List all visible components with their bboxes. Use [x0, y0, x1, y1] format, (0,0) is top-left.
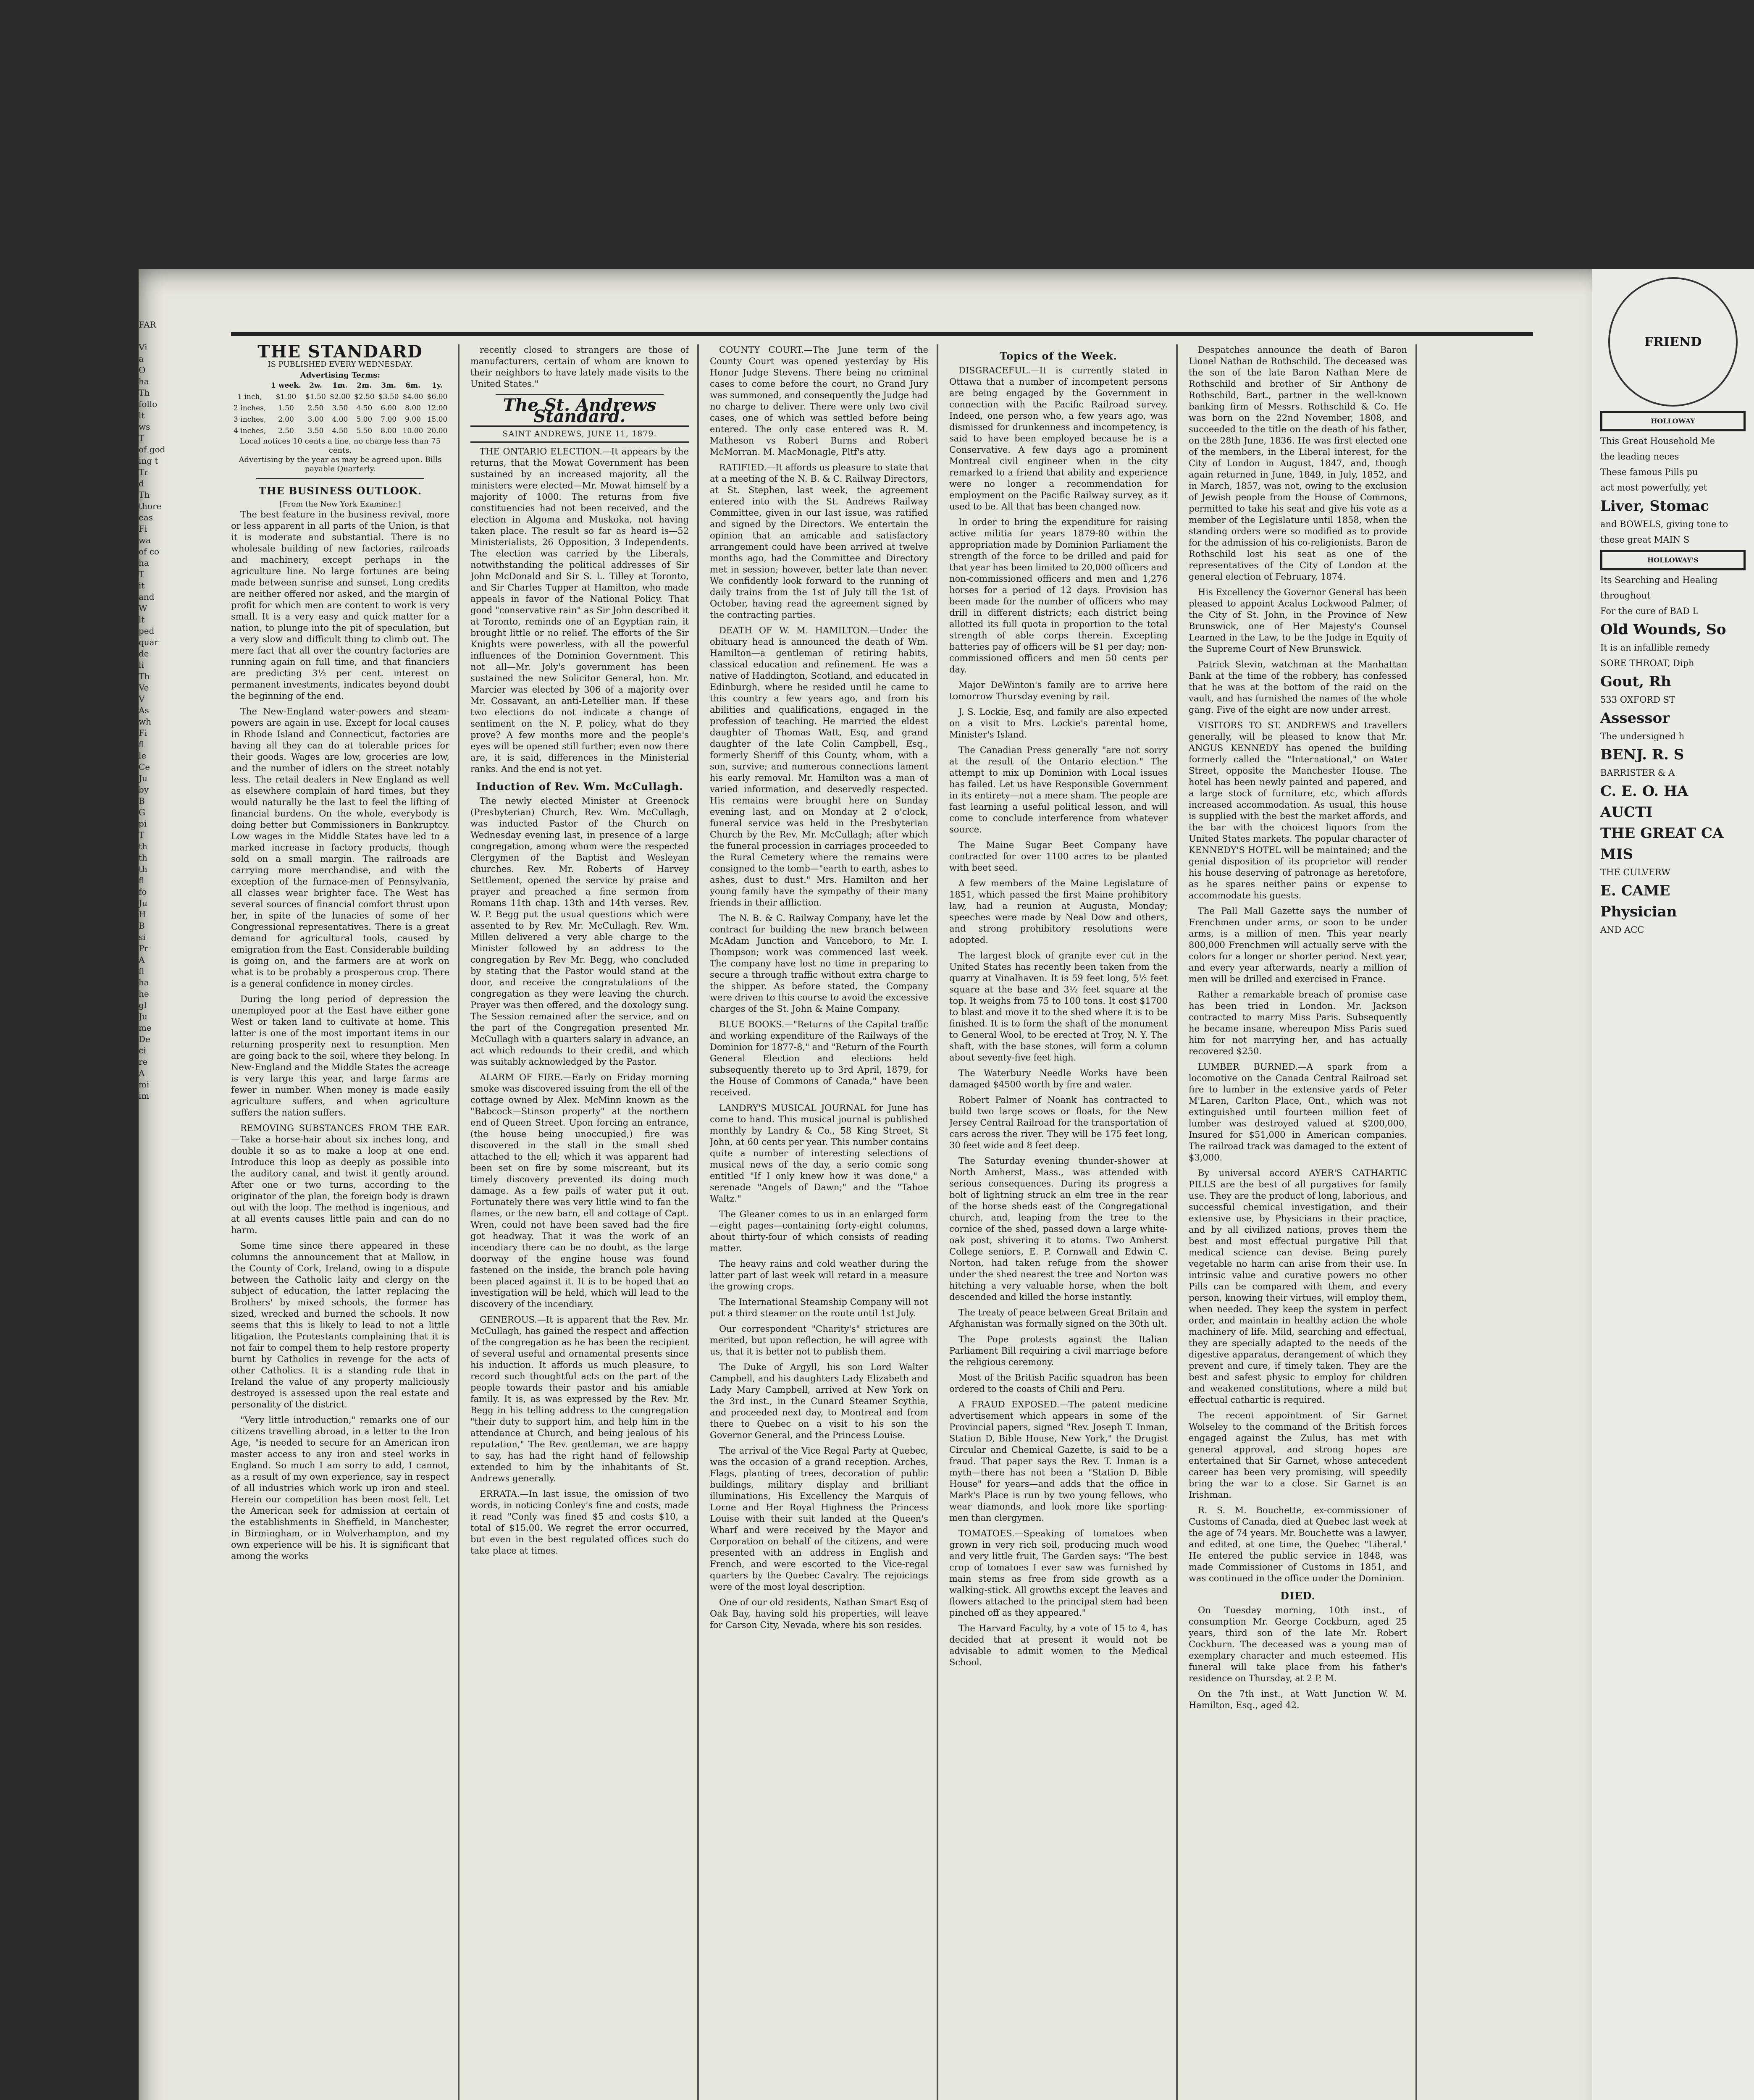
died-heading: DIED.	[1280, 1590, 1316, 1602]
ad-heading: AUCTI	[1600, 804, 1653, 821]
paragraph: The Duke of Argyll, his son Lord Walter Campbell, and his daughters Lady Elizabeth and Lady Mary Campbell, arrived at New York on the 3rd inst., in the Cunard Steamer Scythia, and proceeded next day, to Montreal and from there to Quebec on a visit to his son the Governor General, and the Princess Louise.	[710, 1362, 928, 1440]
rates-cell: $3.50	[378, 393, 399, 401]
paragraph: BLUE BOOKS.—"Returns of the Capital traffic and working expenditure of the Railways of the Dominion for 1877-8," and "Return of the Fourth General Election and elections held subsequently thereto up to 3rd April, 1879, for the House of Commons of Canada," have been received.	[710, 1019, 928, 1097]
rates-cell: 1.50	[278, 404, 294, 412]
fragment-line: G	[139, 807, 145, 817]
rates-cell: 8.00	[381, 427, 397, 435]
paragraph: During the long period of depression the unemployed poor at the East have either gone West or taken land to cultivate at home. This latter is one of the most important items in our returning prosperity next to resumption. Men are going back to the soil, where they belong. In New-England and the Middle States the acreage is very large this year, and large farms are fewer in number. When money is made easily agriculture suffers, and when agriculture suffers the nation suffers.	[231, 994, 449, 1118]
ad-line: these great MAIN S	[1600, 535, 1690, 545]
ad-heading: Physician	[1600, 903, 1677, 920]
paragraph: Rather a remarkable breach of promise case has been tried in London. Mr. Jackson contracted to marry Miss Paris. Subsequently he became insane, whereupon Miss Paris sued him for not marrying her, and has actually recovered $250.	[1189, 990, 1407, 1056]
paragraph: One of our old residents, Nathan Smart Esq of Oak Bay, having sold his properties, will leave for Carson City, Nevada, where his son resides.	[710, 1597, 928, 1630]
fragment-line: Ve	[139, 682, 149, 693]
paragraph: "Very little introduction," remarks one of our citizens travelling abroad, in a letter to the Iron Age, "is needed to secure for an American iron master access to any iron and steel works in England. So much I am sorry to add, I cannot, as a result of my own experience, say in respect of all industries which work up iron and steel. Herein our competition has been most felt. Let the American seek for admission at certain of the establishments in Sheffield, in Manchester, in Birmingham, or in Wolverhampton, and my own experience will be his. It is significant that among the works	[231, 1415, 449, 1561]
paragraph: The treaty of peace between Great Britain and Afghanistan was formally signed on the 30th ult.	[949, 1307, 1168, 1329]
paragraph: The arrival of the Vice Regal Party at Quebec, was the occasion of a grand reception. Arches, Flags, planting of trees, decoration of public buildings, military display and brilliant illuminations, His Excellency the Marquis of Lorne and Her Royal Highness the Princess Louise with their suit landed at the Queen's Wharf and were received by the Mayor and Corporation on behalf of the citizens, and were presented with an address in English and French, and were escorted to the Vice-regal quarters by the Quebec Cavalry. The rejoicings were of the most loyal description.	[710, 1446, 928, 1592]
rates-cell: 8.00	[405, 404, 421, 412]
paragraph: His Excellency the Governor General has been pleased to appoint Acalus Lockwood Palmer, of the City of St. John, in the Province of New Brunswick, one of Her Majesty's Counsel Learned in the Law, to be the Judge in Equity of the Supreme Court of New Brunswick.	[1189, 587, 1407, 654]
paragraph: On Tuesday morning, 10th inst., of consumption Mr. George Cockburn, aged 25 years, third son of the late Mr. Robert Cockburn. The deceased was a young man of exemplary character and much esteemed. His funeral will take place from his father's residence on Thursday, at 2 P. M.	[1189, 1605, 1407, 1683]
rates-cell: $1.50	[305, 393, 326, 401]
fragment-line: ws	[139, 422, 150, 432]
ad-heading: MIS	[1600, 846, 1633, 863]
fragment-line: Th	[139, 671, 150, 681]
rates-cell: 4 inches,	[234, 427, 266, 435]
rates-cell: 1 inch,	[237, 393, 262, 401]
paragraph: The heavy rains and cold weather during the latter part of last week will retard in a measure the growing crops.	[710, 1259, 928, 1292]
fragment-line: Fi	[139, 524, 147, 534]
fragment-line	[139, 331, 214, 342]
ad-line: and BOWELS, giving tone to	[1600, 519, 1728, 529]
paragraph: The newly elected Minister at Greenock (Presbyterian) Church, Rev. Wm. McCullagh, was inducted Pastor of the Church on Wednesday evening last, in presence of a large congregation, among whom were the respected Clergymen of the Baptist and Wesleyan churches. Rev. Mr. Roberts of Harvey Settlement, opened the service by praise and prayer and preached a fine sermon from Romans 11th chap. 13th and 14th verses. Rev. W. P. Begg put the usual questions which were assented to by Rev. Mr. McCullagh. Rev. Wm. Millen delivered a very able charge to the Minister followed by an address to the congregation by Rev Mr. Begg, who concluded by stating that the Pastor would stand at the door, and receive the congratulations of the congregation as they were leaving the church. Prayer was then offered, and the doxology sung. The Session remained after the service, and on the part of the Congregation presented Mr. McCullagh with a quarters salary in advance, an act which redounds to their credit, and which was suitably acknowledged by the Pastor.	[470, 796, 689, 1067]
fragment-line: B	[139, 921, 145, 931]
fragment-line: lt	[139, 614, 145, 625]
ad-heading: Liver, Stomac	[1600, 498, 1709, 514]
column-rule	[697, 344, 699, 2100]
column-2	[470, 344, 689, 2100]
publication-line: IS PUBLISHED EVERY WEDNESDAY.	[268, 360, 413, 369]
ad-line: the leading neces	[1600, 452, 1679, 462]
ad-line: throughout	[1600, 591, 1651, 601]
fragment-line: Vi	[139, 342, 147, 352]
fragment-line: As	[139, 705, 149, 715]
paragraph: recently closed to strangers are those of manufacturers, certain of whom are known to their neighbors to have lately made visits to the United States."	[470, 345, 689, 389]
ad-line: It is an infallible remedy	[1600, 643, 1710, 653]
article-source: [From the New York Examiner.]	[279, 500, 401, 509]
column-5	[1189, 344, 1407, 2100]
rates-cell: 10.00	[402, 427, 423, 435]
article-title-induction: Induction of Rev. Wm. McCullagh.	[476, 780, 683, 793]
fragment-line: Ce	[139, 762, 150, 772]
fragment-line: wa	[139, 535, 151, 545]
fragment-line: A	[139, 1068, 145, 1078]
fragment-line: follo	[139, 399, 158, 409]
paragraph: The Pall Mall Gazette says the number of Frenchmen under arms, or soon to be under arms, is a million of men. This year nearly 800,000 Frenchmen will actually serve with the colors for a longer or shorter period. Next year, and every year afterwards, nearly a million of men will be drilled and exercised in France.	[1189, 906, 1407, 984]
rates-cell: 20.00	[427, 427, 448, 435]
fragment-line: th	[139, 853, 147, 863]
rates-cell: 3.50	[332, 404, 348, 412]
paragraph: R. S. M. Bouchette, ex-commissioner of Customs of Canada, died at Quebec last week at the age of 74 years. Mr. Bouchette was a lawyer, and edited, at one time, the Quebec "Liberal." He entered the public service in 1848, was made Commissioner of Customs in 1851, and was continued in the office under the Dominion.	[1189, 1505, 1407, 1583]
ad-line: 533 OXFORD ST	[1600, 695, 1675, 705]
ad-crest-icon	[1608, 277, 1738, 407]
column-4	[949, 344, 1168, 2100]
fragment-line: Ju	[139, 898, 147, 908]
rates-col-header: 1m.	[332, 381, 348, 390]
fragment-line: V	[139, 694, 145, 704]
rates-cell: 5.50	[356, 427, 373, 435]
rates-heading: Advertising Terms:	[300, 371, 381, 380]
ad-line: This Great Household Me	[1600, 436, 1715, 446]
fragment-line: ped	[139, 626, 155, 636]
paragraph: Our correspondent "Charity's" strictures are merited, but upon reflection, he will agree with us, that it is better not to publish them.	[710, 1324, 928, 1357]
fragment-line: li	[139, 660, 144, 670]
rates-col-header: 3m.	[381, 381, 396, 390]
rates-cell: $4.00	[402, 393, 423, 401]
rates-cell: 6.00	[381, 404, 397, 412]
advertising-rates-table	[231, 380, 449, 437]
ad-line: AND ACC	[1600, 925, 1644, 935]
column-3	[710, 344, 928, 2100]
fragment-line: ha	[139, 376, 149, 386]
ad-line: Its Searching and Healing	[1600, 575, 1718, 585]
rates-cell: $6.00	[427, 393, 448, 401]
fragment-line: pi	[139, 819, 147, 829]
rates-cell: $1.00	[276, 393, 297, 401]
paragraph: Some time since there appeared in these columns the announcement that at Mallow, in the County of Cork, Ireland, owing to a dispute between the Catholic laity and clergy on the subject of education, the latter replacing the Brothers' by mixed schools, the former has sized, wrecked and burned the schools. It now seems that this is likely to lead to not a little litigation, the Protestants complaining that it is not fair to compel them to help restore property burnt by Catholics in revenge for the acts of other Catholics. It is a standing rule that in Ireland the value of any property maliciously destroyed is assessed upon the real estate and personality of the district.	[231, 1241, 449, 1410]
ad-line: These famous Pills pu	[1600, 467, 1698, 477]
paragraph: The New-England water-powers and steam-powers are again in use. Except for local causes in Rhode Island and Connecticut, factories are having all they can do at tolerable prices for their goods. Wages are low, groceries are low, and the number of idlers on the street notably less. The retail dealers in New England as well as elsewhere complain of hard times, but they would naturally be the last to feel the lifting of financial burdens. On the whole, everybody is doing better but Commissioners in Bankruptcy. Low wages in the Middle States have led to a marked increase in factory products, though sold on a small margin. The railroads are carrying more merchandise, and with the exception of the furnace-men of Pennsylvania, all classes wear brighter face. The West has several sources of financial comfort thrust upon her, in spite of the lunacies of some of her Congressional representatives. There is a great demand for agricultural tools, caused by emigration from the East. Considerable building is going on, and the farmers are at work on what is to be probably a prosperous crop. There is a general confidence in money circles.	[231, 706, 449, 989]
ad-line: BARRISTER & A	[1600, 768, 1675, 778]
fragment-line: Ju	[139, 1011, 147, 1021]
ad-box-holloway: HOLLOWAY	[1600, 411, 1746, 431]
ad-line: For the cure of BAD L	[1600, 606, 1699, 616]
fragment-line: d	[139, 478, 144, 488]
paragraph: A FRAUD EXPOSED.—The patent medicine advertisement which appears in some of the Provincial papers, signed "Rev. Joseph T. Inman, Station D, Bible House, New York," the Drugist Circular and Chemical Gazette, is said to be a fraud. That paper says the Rev. T. Inman is a myth—there has not been a "Station D. Bible House" for years—and adds that the office in Mark's Place is run by two young fellows, who wear diamonds, and look more like sporting-men than clergymen.	[949, 1399, 1168, 1523]
fragment-line: fl	[139, 966, 144, 976]
ad-line: SORE THROAT, Diph	[1600, 658, 1694, 668]
fragment-line: fl	[139, 875, 144, 885]
ad-heading: Gout, Rh	[1600, 673, 1671, 690]
rates-col-header: 1 week.	[271, 381, 301, 390]
dateline: SAINT ANDREWS, JUNE 11, 1879.	[470, 425, 689, 443]
rates-cell: 2 inches,	[234, 404, 266, 412]
paragraph: The Saturday evening thunder-shower at North Amherst, Mass., was attended with serious consequences. During its progress a bolt of lightning struck an elm tree in the rear of the horse sheds east of the Congregational church, and, leaping from the tree to the cornice of the shed, passed down a large white-oak post, shivering it to atoms. Two Amherst College seniors, E. P. Cornwall and Edwin C. Norton, had taken refuge from the shower under the shed nearest the tree and Norton was hitching a very valuable horse, when the bolt descended and killed the horse instantly.	[949, 1156, 1168, 1302]
rates-cell: 3 inches,	[234, 415, 266, 424]
rates-cell: 2.50	[307, 404, 324, 412]
rates-cell: $2.00	[330, 393, 350, 401]
left-page-fragment	[139, 319, 214, 2100]
rates-col-header: 6m.	[405, 381, 420, 390]
ad-heading: THE GREAT CA	[1600, 825, 1724, 842]
fragment-line: and	[139, 592, 155, 602]
paragraph: REMOVING SUBSTANCES FROM THE EAR.—Take a horse-hair about six inches long, and double it so as to make a loop at one end. Introduce this loop as deeply as possible into the auditory canal, and twist it gently around. After one or two turns, according to the originator of the plan, the foreign body is drawn out with the loop. The method is ingenious, and at all events causes little pain and can do no harm.	[231, 1123, 449, 1235]
paragraph: The Gleaner comes to us in an enlarged form—eight pages—containing forty-eight columns, about thirty-four of which consists of reading matter.	[710, 1209, 928, 1253]
crest-text: FRIEND	[1644, 334, 1702, 349]
paragraph: TOMATOES.—Speaking of tomatoes when grown in very rich soil, producing much wood and very little fruit, The Garden says: "The best crop of tomatoes I ever saw was furnished by main stems as free from side growth as a walking-stick. All growths except the leaves and flowers attached to the principal stem had been pinched off as they appeared."	[949, 1528, 1168, 1618]
fragment-line: fl	[139, 739, 144, 749]
rates-cell: 4.50	[356, 404, 373, 412]
fragment-line: of god	[139, 444, 165, 454]
paragraph: THE ONTARIO ELECTION.—It appears by the returns, that the Mowat Government has been sustained by an increased majority, all the ministers were elected—Mr. Mowat himself by a majority of 1000. The returns from five constituencies had not been received, and the election in Algoma and Muskoka, not having taken place. The result so far as heard is—52 Ministerialists, 26 Opposition, 3 Independents. The election was carried by the Liberals, notwithstanding the political addresses of Sir John McDonald and Sir S. L. Tilley at Toronto, and Sir Charles Tupper at Hamilton, who made appeals in favor of the National Policy. That good "conservative rain" as Sir John described it at Toronto, reminds one of an Egyptian rain, it brought little or no relief. The efforts of the Sir Knights were powerless, with all the powerful influences of the Dominion Government. This not all—Mr. Joly's government has been sustained the new Solicitor General, hon. Mr. Marcier was elected by 306 of a majority over Mr. Cossavant, an anti-Letellier man. If these two elections do not indicate a change of sentiment on the N. P. policy, what do they prove? A few months more and the people's eyes will be opened still further; even now there are, it is said, differences in the Ministerial ranks. And the end is not yet.	[470, 446, 689, 774]
paragraph: GENEROUS.—It is apparent that the Rev. Mr. McCullagh, has gained the respect and affection of the congregation as he has been the recipient of several useful and ornamental presents since his induction. It affords us much pleasure, to record such thoughtful acts on the part of the people towards their pastor and his amiable family. It is, as was expressed by the Rev. Mr. Begg in his telling address to the congregation "their duty to support him, and help him in the attendance at Church, and being jealous of his reputation," The Rev. gentleman, we are happy to say, has had the right hand of fellowship extended to him by the inhabitants of St. Andrews generally.	[470, 1315, 689, 1483]
fragment-line: Th	[139, 388, 150, 398]
paragraph: ERRATA.—In last issue, the omission of two words, in noticing Conley's fine and costs, made it read "Conly was fined $5 and costs $10, a total of $15.00. We regret the error occurred, but even in the best regulated offices such do take place at times.	[470, 1489, 689, 1556]
ad-heading: C. E. O. HA	[1600, 783, 1688, 800]
paragraph: VISITORS TO ST. ANDREWS and travellers generally, will be pleased to know that Mr. ANGUS KENNEDY has opened the building formerly called the "International," on Water Street, opposite the Manchester House. The hotel has been newly painted and papered, and a large stock of furniture, etc, which affords increased accommodation. As usual, this house is supplied with the best the market affords, and the bar with the choicest liquors from the United States markets. The popular character of KENNEDY'S HOTEL will be maintained; and the genial disposition of its proprietor will render his house deserving of patronage as heretofore, as he spares neither pains or expense to accommodate his guests.	[1189, 720, 1407, 900]
fragment-line: me	[139, 1023, 152, 1033]
column-rule	[937, 344, 938, 2100]
fragment-line: T	[139, 830, 144, 840]
fragment-line: by	[139, 785, 149, 795]
fragment-line: mi	[139, 1079, 150, 1089]
fragment-line: fo	[139, 887, 147, 897]
ad-line: act most powerfully, yet	[1600, 483, 1707, 493]
fragment-line: O	[139, 365, 146, 375]
rates-col-blank	[231, 380, 268, 391]
paragraph: The International Steamship Company will not put a third steamer on the route until 1st July.	[710, 1297, 928, 1318]
column-rule	[1415, 344, 1417, 2100]
fragment-line: H	[139, 909, 146, 919]
paragraph: COUNTY COURT.—The June term of the County Court was opened yesterday by His Honor Judge Stevens. There being no criminal cases to come before the court, no Grand Jury was summoned, and consequently the Judge had no charge to deliver. There were only two civil cases, one of which was settled before being entered. The only case entered was R. M. Matheson vs Robert Burns and Robert McMorran. M. MacMonagle, Pltf's atty.	[710, 345, 928, 457]
paragraph: By universal accord AYER'S CATHARTIC PILLS are the best of all purgatives for family use. They are the product of long, laborious, and successful chemical investigation, and their extensive use, by Physicians in their practice, and by all civilized nations, proves them the best and most effectual purgative Pill that medical science can devise. Being purely vegetable no harm can arise from their use. In intrinsic value and curative powers no other Pills can be compared with them, and every person, knowing their virtues, will employ them, when needed. They keep the system in perfect order, and maintain in healthy action the whole machinery of life. Mild, searching and effectual, they are specially adapted to the needs of the digestive apparatus, derangement of which they prevent and cure, if timely taken. They are the best and safest physic to employ for children and weakened constitutions, where a mild but effectual cathartic is required.	[1189, 1168, 1407, 1405]
paragraph: Despatches announce the death of Baron Lionel Nathan de Rothschild. The deceased was the son of the late Baron Nathan Mere de Rothschild and brother of Sir Anthony de Rothschild, Bart., partner in the well-known banking firm of Messrs. Rothschild & Co. He was born on the 22nd November, 1808, and succeeded to the title on the death of his father, on the 28th June, 1836. He was first elected one of the members, in the Liberal interest, for the City of London in August, 1847, and, though again returned in June, 1849, in July, 1852, and in March, 1857, was not, owing to the exclusion of Jewish people from the House of Commons, permitted to take his seat and give his vote as a member of the Legislature until 1858, when the standing orders were so modified as to provide for the admission of his co-religionists. Baron de Rothschild lost his seat as one of the representatives of the City of London at the general election of February, 1874.	[1189, 345, 1407, 582]
masthead-st-andrews-standard: The St. Andrews Standard.	[503, 395, 656, 426]
fragment-line: FAR	[139, 320, 156, 330]
fragment-line: Fi	[139, 728, 147, 738]
paragraph: On the 7th inst., at Watt Junction W. M. Hamilton, Esq., aged 42.	[1189, 1689, 1407, 1710]
article-title-topics: Topics of the Week.	[1000, 350, 1117, 362]
rates-col-header: 2m.	[357, 381, 372, 390]
paragraph: LUMBER BURNED.—A spark from a locomotive on the Canada Central Railroad set fire to lumber in the extensive yards of Peter M'Laren, Carlton Place, Ont., which was not extinguished until fourteen million feet of lumber was destroyed valued at $200,000. Insured for $51,000 in American companies. The railroad track was damaged to the extent of $3,000.	[1189, 1062, 1407, 1163]
yearly-notice: Advertising by the year as may be agreed upon. Bills payable Quarterly.	[239, 455, 442, 473]
paragraph: In order to bring the expenditure for raising active militia for years 1879-80 within the appropriation made by Dominion Parliament the strength of the force to be drilled and paid for that year has been limited to 20,000 officers and non-commissioned officers and men and 1,276 horses for a period of 12 days. Provision has been made for the number of officers who may drill in different districts; each district being allotted its full quota in proportion to the total strength of able corps therein. Excepting batteries pay of officers will be $1 per day; non-commissioned officers and men 50 cents per day.	[949, 517, 1168, 675]
paragraph: The Pope protests against the Italian Parliament Bill requiring a civil marriage before the religious ceremony.	[949, 1334, 1168, 1367]
ad-heading: BENJ. R. S	[1600, 746, 1684, 763]
ad-heading: Assessor	[1600, 710, 1670, 727]
ad-heading: Old Wounds, So	[1600, 621, 1726, 638]
rates-cell: 2.00	[278, 415, 294, 424]
column-rule	[1176, 344, 1178, 2100]
paragraph: ALARM OF FIRE.—Early on Friday morning smoke was discovered issuing from the ell of the cottage owned by Alex. McMinn known as the "Babcock—Stinson property" at the northern end of Queen Street. Upon forcing an entrance, (the house being unoccupied,) fire was discovered in the stall in the small shed attached to the ell; which it was apparent had been set on fire by some miscreant, but its timely discovery prevented its doing much damage. As a few pails of water put it out. Fortunately there was very little wind to fan the flames, or the new barn, ell and cottage of Capt. Wren, could not have been saved had the fire got headway. That it was the work of an incendiary there can be no doubt, as the large doorway of the engine house was found fastened on the inside, the branch pole having been placed against it. It is to be hoped that an investigation will be held, which will lead to the discovery of the incendiary.	[470, 1072, 689, 1309]
rates-cell: $2.50	[354, 393, 375, 401]
fragment-line: lt	[139, 410, 145, 420]
paragraph: A few members of the Maine Legislature of 1851, which passed the first Maine prohibitory law, had a reunion at Augusta, Monday; speeches were made by Neal Dow and others, and strong prohibitory resolutions were adopted.	[949, 878, 1168, 945]
paragraph: Robert Palmer of Noank has contracted to build two large scows or floats, for the New Jersey Central Railroad for the transportation of cars across the river. They will be 175 feet long, 30 feet wide and 8 feet deep.	[949, 1095, 1168, 1150]
paragraph: The recent appointment of Sir Garnet Wolseley to the command of the British forces engaged against the Zulus, has met with general approval, and strong hopes are entertained that Sir Garnet, whose antecedent career has been very promising, will speedily bring the war to a close. Sir Garnet is an Irishman.	[1189, 1410, 1407, 1500]
fragment-line: ha	[139, 558, 149, 568]
fragment-line: le	[139, 751, 147, 761]
rates-cell: 4.50	[332, 427, 348, 435]
fragment-line: ci	[139, 1045, 146, 1055]
paragraph: The largest block of granite ever cut in the United States has recently been taken from the quarry at Vinalhaven. It is 59 feet long, 5½ feet square at the base and 3½ feet square at the top. It weighs from 75 to 100 tons. It cost $1700 to blast and move it to the shed where it is to be finished. It is to form the shaft of the monument to General Wool, to be erected at Troy, N. Y. The shaft, with the base stones, will form a column about seventy-five feet high.	[949, 950, 1168, 1063]
fragment-line: re	[139, 1057, 148, 1067]
fragment-line: T	[139, 569, 144, 579]
standard-title: THE STANDARD	[257, 344, 423, 362]
ad-heading: E. CAME	[1600, 882, 1670, 899]
ad-line: THE CULVERW	[1600, 867, 1670, 877]
fragment-line: it	[139, 580, 145, 591]
fragment-line: A	[139, 955, 145, 965]
rates-col-header: 2w.	[309, 381, 322, 390]
fragment-line: Pr	[139, 943, 149, 953]
fragment-line: im	[139, 1091, 150, 1101]
paragraph: DISGRACEFUL.—It is currently stated in Ottawa that a number of incompetent persons are being engaged by the Government in connection with the Pacific Railroad survey. Indeed, one person who, a few years ago, was dismissed for drunkenness and incompetency, is said to have been employed because he is a Conservative. A few days ago a prominent Montreal civil engineer when in the city remarked to a friend that ability and experience were no longer a recommendation for employment on the Pacific Railway survey, as it used to be. All that has been changed now.	[949, 365, 1168, 512]
ad-box-holloways: HOLLOWAY'S	[1600, 550, 1746, 570]
rates-row	[231, 414, 449, 425]
paragraph: Major DeWinton's family are to arrive here tomorrow Thursday evening by rail.	[949, 680, 1168, 701]
paragraph: The Maine Sugar Beet Company have contracted for over 1100 acres to be planted with beet seed.	[949, 840, 1168, 873]
rates-cell: 15.00	[427, 415, 448, 424]
right-page-fragment	[1592, 269, 1754, 2100]
rates-cell: 4.00	[332, 415, 348, 424]
rates-row	[231, 391, 449, 403]
rates-cell: 3.00	[307, 415, 324, 424]
fragment-line: B	[139, 796, 145, 806]
fragment-line: quar	[139, 637, 159, 647]
paragraph: The N. B. & C. Railway Company, have let the contract for building the new branch between McAdam Junction and Vanceboro, to Mr. I. Thompson; work was commenced last week. The company have lost no time in preparing to secure a through traffic without extra charge to the shipper. As before stated, the Company were driven to this course to avoid the excessive charges of the St. John & Maine Company.	[710, 913, 928, 1014]
paragraph: Most of the British Pacific squadron has been ordered to the coasts of Chili and Peru.	[949, 1373, 1168, 1394]
local-notice: Local notices 10 cents a line, no charge less than 75 cents.	[239, 437, 441, 455]
rates-cell: 5.00	[356, 415, 373, 424]
rates-row	[231, 425, 449, 437]
paragraph: Patrick Slevin, watchman at the Manhattan Bank at the time of the robbery, has confessed that he was at the bottom of the raid on the vault, and has furnished the names of the whole gang. Five of the eight are now under arrest.	[1189, 659, 1407, 715]
newspaper-page	[139, 269, 1609, 2100]
fragment-line: T	[139, 433, 144, 443]
paragraph: DEATH OF W. M. HAMILTON.—Under the obituary head is announced the death of Wm. Hamilton—a gentleman of retiring habits, classical education and refinement. He was a native of Haddington, Scotland, and educated in Edinburgh, where he resided until he came to this country a few years ago, and from his abilities and qualifications, engaged in the profession of teaching. He married the eldest daughter of Thomas Watt, Esq, and grand daughter of the late Colin Campbell, Esq., formerly Sheriff of this County, whom, with a son, survive; and numerous connections lament his early removal. Mr. Hamilton was a man of varied information, and deservedly respected. His remains were brought here on Sunday evening last, and on Monday at 2 o'clock, funeral service was held in the Presbyterian Church by the Rev. Mr. McCullagh; after which the funeral procession in carriages proceeded to the Rural Cemetery where the remains were consigned to the tomb—"earth to earth, ashes to ashes, dust to dust." Mrs. Hamilton and her young family have the sympathy of their many friends in their affliction.	[710, 625, 928, 908]
fragment-line: Th	[139, 490, 150, 500]
paragraph: The Waterbury Needle Works have been damaged $4500 worth by fire and water.	[949, 1068, 1168, 1089]
paragraph: RATIFIED.—It affords us pleasure to state that at a meeting of the N. B. & C. Railway Directors, at St. Stephen, last week, the agreement entered into with the St. Andrews Railway Committee, given in our last issue, was ratified and signed by the Directors. We entertain the opinion that an amicable and satisfactory arrangement could have been arrived at twelve months ago, had the Committee and Directory met in session; however, better late than never. We confidently look forward to the running of daily trains from the 1st of July till the 1st of October, having read the agreement signed by the contracting parties.	[710, 462, 928, 620]
fragment-line: th	[139, 841, 147, 851]
fragment-line: De	[139, 1034, 150, 1044]
divider	[256, 478, 424, 479]
ad-line: The undersigned h	[1600, 731, 1685, 741]
fragment-line: de	[139, 648, 149, 659]
rates-cell: 3.50	[307, 427, 324, 435]
fragment-line: ing t	[139, 456, 158, 466]
paragraph: LANDRY'S MUSICAL JOURNAL for June has come to hand. This musical journal is published monthly by Landry & Co., 58 King Street, St John, at 60 cents per year. This number contains quite a number of interesting selections of musical news of the day, a serio comic song entitled "If I only knew how it was done," a serenade "Angels of Dawn;" and the "Tahoe Waltz."	[710, 1103, 928, 1204]
fragment-line: gl	[139, 1000, 147, 1010]
fragment-line: of co	[139, 546, 160, 556]
fragment-line: th	[139, 864, 147, 874]
paragraph: The Harvard Faculty, by a vote of 15 to 4, has decided that at present it would not be advisable to admit women to the Medical School.	[949, 1623, 1168, 1667]
fragment-line: Tr	[139, 467, 148, 477]
fragment-line: he	[139, 989, 149, 999]
rates-cell: 7.00	[381, 415, 397, 424]
fragment-line: Ju	[139, 773, 147, 783]
rates-cell: 12.00	[427, 404, 448, 412]
article-title-business-outlook: THE BUSINESS OUTLOOK.	[258, 485, 422, 497]
paragraph: J. S. Lockie, Esq, and family are also expected on a visit to Mrs. Lockie's parental home, Minister's Island.	[949, 707, 1168, 740]
fragment-line: a	[139, 354, 144, 364]
fragment-line: si	[139, 932, 146, 942]
fragment-line: thore	[139, 501, 162, 511]
column-rule	[458, 344, 460, 2100]
rates-cell: 2.50	[278, 427, 294, 435]
rates-col-header: 1y.	[432, 381, 443, 390]
top-rule	[231, 332, 1533, 336]
fragment-line: wh	[139, 717, 151, 727]
paragraph: The Canadian Press generally "are not sorry at the result of the Ontario election." The attempt to mix up Dominion with Local issues has failed. Let us have Responsible Government in its entirety—not a mere sham. The people are fast learning a useful political lesson, and will come to conclude interference from whatever source.	[949, 745, 1168, 835]
fragment-line: W	[139, 603, 147, 613]
fragment-line: eas	[139, 512, 153, 522]
rates-row	[231, 403, 449, 414]
fragment-line: ha	[139, 977, 149, 987]
column-1	[231, 344, 449, 2100]
rates-cell: 9.00	[405, 415, 421, 424]
paragraph: The best feature in the business revival, more or less apparent in all parts of the Union, is that it is moderate and substantial. There is no wholesale building of new factories, railroads and machinery, except perhaps in the agriculture line. No large fortunes are being made between sunrise and sunset. Long credits are neither offered nor asked, and the margin of profit for which men are content to work is very small. It is a very easy and quick matter for a nation, to plunge into the pit of speculation, but a very slow and difficult thing to climb out. The mere fact that all over the country factories are running again on full time, and that financiers are predicting 3½ per cent. interest on permanent investments, indicates beyond doubt the beginning of the end.	[231, 509, 449, 701]
